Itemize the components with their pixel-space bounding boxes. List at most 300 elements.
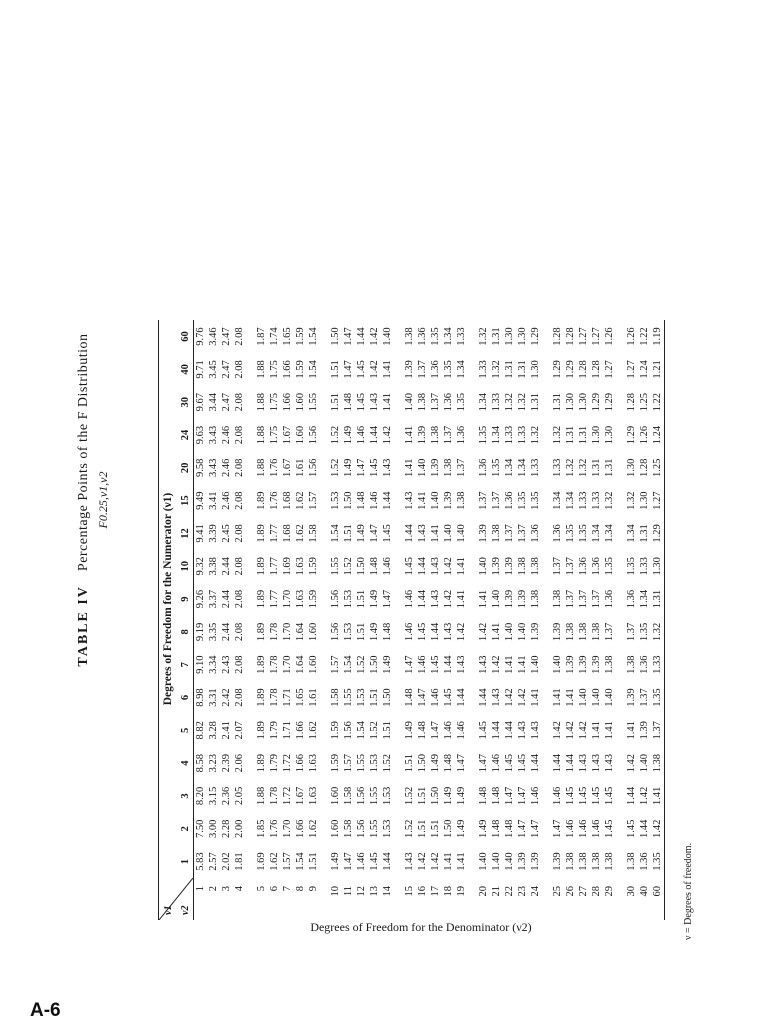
table-cell: 2.47	[221, 327, 232, 346]
table-cell: 1.32	[504, 393, 515, 412]
table-cell: 2.43	[221, 655, 232, 674]
table-cell: 8.98	[195, 688, 206, 707]
table-cell: 3.35	[208, 622, 219, 642]
table-cell: 2.45	[221, 524, 232, 543]
table-row	[651, 320, 665, 920]
table-cell: 1.59	[308, 557, 319, 576]
table-cell: 1.48	[404, 688, 415, 707]
row-label: 25	[552, 886, 563, 897]
table-cell: 1.64	[295, 655, 306, 674]
table-cell: 1.33	[639, 557, 650, 576]
table-cell: 1.49	[456, 819, 467, 838]
table-cell: 8.20	[195, 786, 206, 806]
table-cell: 1.46	[456, 721, 467, 740]
table-cell: 1.50	[356, 557, 367, 576]
table-cell: 1.34	[626, 524, 637, 543]
table-cell: 1.43	[369, 393, 380, 412]
table-cell: 2.02	[221, 852, 232, 871]
column-header: 10	[177, 550, 194, 583]
table-cell: 1.31	[552, 393, 563, 412]
table-cell: 1.39	[626, 688, 637, 707]
table-cell: 1.66	[295, 753, 306, 773]
table-cell: 1.49	[369, 589, 380, 609]
table-cell: 1.39	[404, 360, 415, 379]
table-cell: 1.32	[552, 425, 563, 445]
table-cell: 1.41	[591, 721, 602, 740]
table-cell: 3.38	[208, 557, 219, 576]
table-cell: 1.46	[552, 786, 563, 806]
table-cell: 1.45	[504, 753, 515, 773]
table-cell: 1.41	[456, 852, 467, 871]
table-cell: 1.48	[356, 491, 367, 510]
table-cell: 1.66	[282, 360, 293, 379]
table-cell: 1.38	[604, 852, 615, 871]
table-cell: 1.70	[282, 589, 293, 609]
table-row	[368, 320, 381, 920]
table-cell: 1.38	[591, 852, 602, 871]
nu1-symbol: ν1	[163, 905, 174, 915]
table-cell: 1.37	[504, 524, 515, 543]
table-cell: 1.39	[517, 852, 528, 871]
table-cell: 1.78	[269, 655, 280, 674]
table-cell: 2.41	[221, 721, 232, 740]
table-cell: 1.88	[256, 458, 267, 478]
table-cell: 2.08	[234, 688, 245, 707]
table-cell: 1.52	[404, 786, 415, 806]
table-cell: 1.35	[651, 845, 665, 878]
table-cell: 1.89	[256, 589, 267, 609]
table-cell: 1.51	[404, 753, 415, 773]
table-cell: 1.44	[565, 753, 576, 773]
table-cell: 1.39	[417, 425, 428, 445]
table-cell: 1.41	[404, 458, 415, 478]
table-cell: 1.40	[443, 524, 454, 543]
table-cell: 1.38	[578, 852, 589, 871]
table-cell: 1.44	[456, 688, 467, 707]
table-cell: 1.60	[295, 393, 306, 412]
table-cell: 1.29	[604, 393, 615, 412]
table-cell: 1.45	[404, 557, 415, 576]
table-cell: 1.40	[604, 688, 615, 707]
row-label: 24	[530, 886, 541, 897]
row-label: 8	[295, 886, 306, 892]
table-cell: 2.08	[234, 589, 245, 609]
table-cell: 1.52	[343, 557, 354, 576]
table-cell: 1.19	[651, 320, 665, 353]
table-row	[625, 320, 638, 920]
table-cell: 1.36	[530, 524, 541, 543]
table-cell: 1.48	[343, 393, 354, 412]
table-cell: 1.65	[295, 688, 306, 707]
row-label: 22	[504, 886, 515, 897]
table-cell: 1.64	[295, 622, 306, 642]
table-cell: 1.60	[295, 425, 306, 445]
table-cell: 1.47	[552, 819, 563, 838]
table-cell: 1.32	[626, 491, 637, 510]
table-cell: 1.50	[343, 491, 354, 510]
table-cell: 1.39	[552, 622, 563, 642]
table-cell: 1.31	[591, 458, 602, 478]
table-cell: 1.34	[604, 524, 615, 543]
table-cell: 1.33	[517, 425, 528, 445]
table-cell: 1.34	[517, 458, 528, 478]
table-cell: 1.59	[295, 360, 306, 379]
table-cell: 1.24	[639, 360, 650, 379]
table-cell: 1.51	[356, 622, 367, 642]
table-cell: 1.39	[504, 557, 515, 576]
table-cell: 2.46	[221, 425, 232, 445]
table-cell: 1.43	[578, 753, 589, 773]
row-label: 12	[356, 886, 367, 897]
table-cell: 1.41	[456, 557, 467, 576]
table-cell: 1.37	[491, 491, 502, 510]
table-cell: 7.50	[195, 819, 206, 838]
table-cell: 1.60	[308, 622, 319, 642]
table-cell: 1.44	[491, 721, 502, 740]
table-cell: 1.41	[417, 491, 428, 510]
table-cell: 1.41	[456, 589, 467, 609]
column-header: 12	[177, 517, 194, 550]
table-cell: 1.46	[417, 655, 428, 674]
table-cell: 1.38	[491, 524, 502, 543]
table-cell: 1.43	[417, 524, 428, 543]
table-cell: 1.42	[430, 852, 441, 871]
table-row	[477, 320, 490, 920]
table-cell: 5.83	[195, 852, 206, 871]
table-cell: 1.47	[343, 852, 354, 871]
table-cell: 1.45	[626, 819, 637, 838]
table-title: Percentage Points of the F Distribution	[76, 333, 91, 572]
table-cell: 1.49	[382, 655, 393, 674]
table-cell: 1.33	[478, 360, 489, 379]
row-label: 16	[417, 886, 428, 897]
table-cell: 1.53	[382, 786, 393, 806]
table-cell: 1.35	[430, 327, 441, 346]
table-cell: 1.66	[295, 819, 306, 838]
table-cell: 1.36	[504, 491, 515, 510]
table-cell: 1.49	[369, 622, 380, 642]
table-cell: 2.08	[234, 557, 245, 576]
table-row	[416, 320, 429, 920]
table-cell: 9.58	[195, 458, 206, 478]
table-row	[403, 320, 416, 920]
table-cell: 1.39	[443, 491, 454, 510]
table-cell: 1.45	[417, 622, 428, 642]
row-label: 27	[578, 886, 589, 897]
row-label: 1	[195, 886, 206, 892]
table-cell: 1.44	[430, 622, 441, 642]
table-cell: 1.44	[369, 425, 380, 445]
table-cell: 1.87	[256, 327, 267, 346]
table-cell: 3.23	[208, 753, 219, 773]
table-cell: 2.08	[234, 524, 245, 543]
table-cell: 1.40	[578, 688, 589, 707]
table-cell: 1.47	[530, 819, 541, 838]
table-cell: 1.45	[604, 786, 615, 806]
table-cell: 3.43	[208, 425, 219, 445]
table-cell: 2.36	[221, 786, 232, 806]
column-header: 60	[177, 320, 194, 353]
table-cell: 1.45	[430, 655, 441, 674]
table-cell: 1.70	[282, 819, 293, 838]
table-cell: 1.38	[604, 655, 615, 674]
table-cell: 1.63	[308, 753, 319, 773]
table-cell: 1.34	[591, 524, 602, 543]
table-cell: 1.55	[308, 393, 319, 412]
table-cell: 3.37	[208, 589, 219, 609]
table-cell: 1.39	[430, 458, 441, 478]
table-cell: 1.33	[530, 458, 541, 478]
table-cell: 1.45	[369, 852, 380, 871]
table-cell: 9.71	[195, 360, 206, 379]
table-cell: 1.27	[626, 360, 637, 379]
table-cell: 1.67	[295, 786, 306, 806]
table-cell: 1.40	[404, 393, 415, 412]
table-cell: 1.38	[456, 491, 467, 510]
row-label: 60	[651, 878, 665, 920]
table-cell: 1.38	[404, 327, 415, 346]
table-cell: 1.49	[404, 721, 415, 740]
table-cell: 1.22	[639, 327, 650, 346]
table-cell: 1.36	[478, 458, 489, 478]
row-group-spacer	[616, 320, 625, 920]
table-cell: 2.08	[234, 655, 245, 674]
table-cell: 1.89	[256, 622, 267, 642]
table-cell: 1.27	[591, 327, 602, 346]
table-cell: 1.37	[639, 688, 650, 707]
table-cell: 1.56	[308, 425, 319, 445]
table-cell: 1.29	[530, 327, 541, 346]
table-cell: 1.41	[478, 589, 489, 609]
row-label: 10	[330, 886, 341, 897]
row-label: 17	[430, 886, 441, 897]
table-cell: 1.71	[282, 688, 293, 707]
table-cell: 8.58	[195, 753, 206, 773]
table-cell: 1.34	[478, 393, 489, 412]
table-cell: 1.36	[626, 589, 637, 609]
table-cell: 1.36	[552, 524, 563, 543]
table-cell: 1.32	[651, 616, 665, 649]
table-cell: 1.49	[356, 524, 367, 543]
table-cell: 1.29	[591, 393, 602, 412]
table-cell: 1.36	[591, 557, 602, 576]
table-cell: 1.47	[478, 753, 489, 773]
table-cell: 1.38	[565, 622, 576, 642]
nu2-symbol: ν2	[180, 905, 191, 915]
table-cell: 1.88	[256, 786, 267, 806]
table-cell: 1.41	[382, 360, 393, 379]
table-cell: 1.76	[269, 819, 280, 838]
table-cell: 1.58	[308, 524, 319, 543]
table-cell: 1.68	[282, 524, 293, 543]
table-cell: 9.19	[195, 622, 206, 642]
table-cell: 1.47	[343, 360, 354, 379]
table-cell: 3.34	[208, 655, 219, 674]
table-cell: 1.42	[369, 327, 380, 346]
table-cell: 1.63	[295, 557, 306, 576]
table-cell: 1.62	[308, 721, 319, 740]
table-cell: 1.57	[330, 655, 341, 674]
table-cell: 1.42	[552, 721, 563, 740]
table-cell: 1.74	[269, 327, 280, 346]
table-cell: 1.46	[491, 753, 502, 773]
table-cell: 1.81	[234, 852, 245, 871]
table-cell: 2.08	[234, 425, 245, 445]
table-cell: 2.44	[221, 622, 232, 642]
table-cell: 1.62	[295, 524, 306, 543]
table-cell: 2.46	[221, 491, 232, 510]
table-cell: 1.26	[639, 425, 650, 445]
table-row	[442, 320, 455, 920]
table-cell: 1.30	[591, 425, 602, 445]
table-cell: 1.52	[382, 753, 393, 773]
table-cell: 1.37	[417, 360, 428, 379]
footnote: ν = Degrees of freedom.	[683, 842, 694, 940]
table-cell: 1.43	[517, 721, 528, 740]
table-cell: 1.72	[282, 753, 293, 773]
table-cell: 1.38	[552, 589, 563, 609]
table-cell: 1.68	[282, 491, 293, 510]
table-cell: 2.07	[234, 721, 245, 740]
table-cell: 1.28	[565, 327, 576, 346]
table-cell: 1.46	[356, 852, 367, 871]
table-cell: 1.58	[343, 786, 354, 806]
table-cell: 1.53	[382, 819, 393, 838]
table-cell: 1.50	[430, 786, 441, 806]
table-cell: 1.35	[443, 360, 454, 379]
table-cell: 1.39	[530, 852, 541, 871]
table-corner	[159, 878, 194, 920]
table-cell: 1.46	[430, 688, 441, 707]
table-cell: 1.89	[256, 655, 267, 674]
table-cell: 1.51	[417, 786, 428, 806]
table-cell: 1.53	[330, 491, 341, 510]
table-row	[220, 320, 233, 920]
table-cell: 1.72	[282, 786, 293, 806]
table-cell: 1.40	[591, 688, 602, 707]
table-cell: 1.76	[269, 491, 280, 510]
table-cell: 8.82	[195, 721, 206, 740]
table-cell: 1.45	[478, 721, 489, 740]
table-cell: 1.41	[430, 524, 441, 543]
table-cell: 1.45	[578, 786, 589, 806]
table-cell: 1.52	[369, 721, 380, 740]
table-cell: 1.47	[369, 524, 380, 543]
row-label: 40	[639, 886, 650, 897]
table-cell: 2.47	[221, 360, 232, 379]
row-label: 6	[269, 886, 280, 892]
table-cell: 1.36	[639, 852, 650, 871]
table-cell: 1.49	[330, 852, 341, 871]
table-cell: 1.88	[256, 393, 267, 412]
table-cell: 1.40	[530, 655, 541, 674]
column-header: 40	[177, 353, 194, 386]
table-cell: 1.25	[651, 451, 665, 484]
table-cell: 3.46	[208, 327, 219, 346]
table-cell: 1.75	[269, 393, 280, 412]
table-row	[551, 320, 564, 920]
table-cell: 1.54	[308, 360, 319, 379]
table-cell: 1.71	[282, 721, 293, 740]
table-cell: 1.48	[478, 786, 489, 806]
table-cell: 2.08	[234, 327, 245, 346]
table-cell: 1.25	[639, 393, 650, 412]
table-cell: 1.33	[456, 327, 467, 346]
table-cell: 1.46	[443, 721, 454, 740]
table-row	[294, 320, 307, 920]
table-cell: 9.10	[195, 655, 206, 674]
table-cell: 1.40	[430, 491, 441, 510]
table-cell: 1.44	[626, 786, 637, 806]
row-group-spacer	[394, 320, 403, 920]
table-cell: 1.67	[282, 458, 293, 478]
table-cell: 1.41	[626, 721, 637, 740]
table-cell: 2.05	[234, 786, 245, 806]
table-cell: 1.62	[295, 491, 306, 510]
table-cell: 1.42	[504, 688, 515, 707]
row-label: 13	[369, 886, 380, 897]
table-cell: 1.46	[565, 819, 576, 838]
table-cell: 1.39	[639, 721, 650, 740]
column-header: 9	[177, 583, 194, 616]
table-cell: 1.31	[504, 360, 515, 379]
table-cell: 1.39	[517, 589, 528, 609]
table-cell: 9.76	[195, 327, 206, 346]
table-cell: 1.32	[604, 491, 615, 510]
table-cell: 1.42	[626, 753, 637, 773]
table-cell: 1.59	[308, 589, 319, 609]
table-cell: 1.65	[282, 327, 293, 346]
table-cell: 1.31	[639, 524, 650, 543]
table-cell: 1.40	[491, 589, 502, 609]
table-cell: 2.42	[221, 688, 232, 707]
table-cell: 1.41	[443, 852, 454, 871]
table-cell: 1.77	[269, 589, 280, 609]
table-cell: 1.32	[478, 327, 489, 346]
column-header: 8	[177, 616, 194, 649]
table-cell: 3.45	[208, 360, 219, 379]
table-cell: 1.38	[578, 622, 589, 642]
table-cell: 1.54	[343, 655, 354, 674]
table-row	[342, 320, 355, 920]
table-cell: 1.42	[651, 812, 665, 845]
table-row	[638, 320, 651, 920]
table-cell: 1.35	[626, 557, 637, 576]
table-row	[268, 320, 281, 920]
rotated-table-page	[68, 50, 708, 950]
table-cell: 1.36	[639, 655, 650, 674]
table-subtitle: F0.25,ν1,ν2	[96, 471, 110, 529]
page-number: A-6	[30, 1000, 61, 1021]
table-cell: 1.59	[330, 753, 341, 773]
table-cell: 1.63	[308, 786, 319, 806]
table-cell: 1.51	[356, 589, 367, 609]
table-cell: 1.89	[256, 721, 267, 740]
row-label: 2	[208, 886, 219, 892]
table-cell: 1.41	[565, 688, 576, 707]
row-label: 7	[282, 886, 293, 892]
table-cell: 1.37	[578, 589, 589, 609]
table-cell: 1.51	[343, 524, 354, 543]
row-label: 18	[443, 886, 454, 897]
column-header: 2	[177, 812, 194, 845]
table-cell: 3.43	[208, 458, 219, 478]
table-cell: 3.39	[208, 524, 219, 543]
table-cell: 1.38	[565, 852, 576, 871]
table-cell: 1.35	[604, 557, 615, 576]
table-cell: 9.67	[195, 393, 206, 412]
table-cell: 1.58	[343, 819, 354, 838]
